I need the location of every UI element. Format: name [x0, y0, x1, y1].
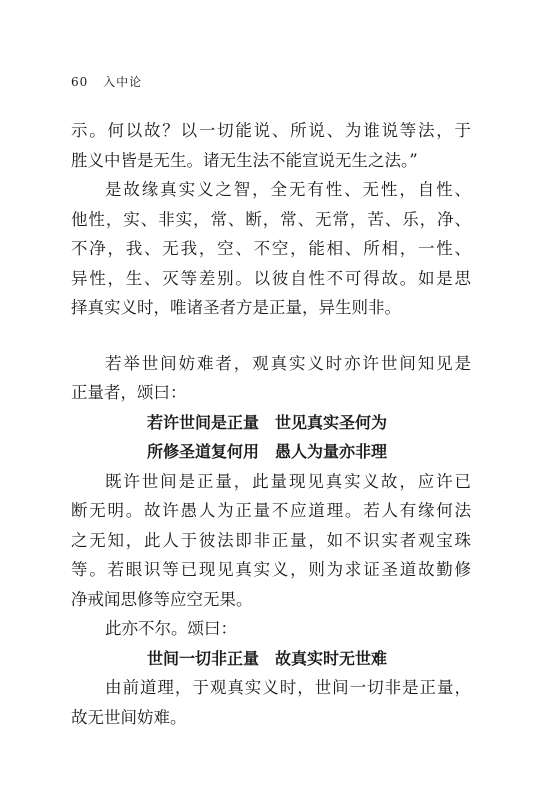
- text-line: 示。何以故？以一切能说、所说、为谁说等法，于: [71, 121, 471, 140]
- text-line: 胜义中皆是无生。诸无生法不能宣说无生之法。”: [71, 150, 418, 170]
- text-line: 择真实义时，唯诸圣者方是正量，异生则非。: [71, 298, 401, 317]
- paragraph: [71, 614, 471, 644]
- text-line: 正量者，颂曰：: [71, 383, 187, 402]
- verse-block: [71, 408, 471, 467]
- text-line: 他性，实、非实，常、断，常、无常，苦、乐，净、: [71, 209, 471, 229]
- page-number: 60: [71, 75, 89, 89]
- verse-line: [71, 644, 471, 674]
- running-header: [71, 73, 142, 90]
- verse-line: [71, 408, 471, 438]
- text-line: 等。若眼识等已现见真实义，则为求证圣道故勤修: [71, 560, 471, 579]
- text-line: 故无世间妨难。: [71, 707, 187, 727]
- verse-half: 若许世间是正量: [147, 412, 260, 432]
- text-line: 若举世间妨难者，观真实义时亦许世间知见是: [105, 353, 471, 373]
- page-body: [71, 116, 471, 732]
- paragraph: [71, 175, 471, 323]
- paragraph: [71, 467, 471, 615]
- paragraph: [71, 349, 471, 408]
- text-line: 之无知，此人于彼法即非正量，如不识实者观宝珠: [71, 530, 471, 550]
- verse-half: 世间一切非正量: [147, 648, 260, 668]
- paragraph: [71, 673, 471, 732]
- text-line: 此亦不尔。颂曰：: [105, 619, 237, 638]
- text-line: 断无明。故许愚人为正量不应道理。若人有缘何法: [71, 501, 471, 520]
- paragraph-continuation: [71, 116, 471, 175]
- verse-half: 故真实时无世难: [275, 648, 388, 668]
- text-line: 异性，生、灭等差别。以彼自性不可得故。如是思: [71, 268, 471, 288]
- text-line: 由前道理，于观真实义时，世间一切非是正量，: [105, 678, 471, 697]
- verse-half: 世见真实圣何为: [275, 412, 388, 432]
- paragraph-gap: [71, 323, 471, 349]
- verse-line: [71, 437, 471, 467]
- text-line: 既许世间是正量，此量现见真实义故，应许已: [105, 471, 471, 491]
- verse-block: [71, 644, 471, 674]
- text-line: 是故缘真实义之智，全无有性、无性，自性、: [105, 180, 471, 199]
- text-line: 净戒闻思修等应空无果。: [71, 589, 253, 609]
- verse-half: 愚人为量亦非理: [275, 442, 388, 461]
- book-title: 入中论: [103, 75, 143, 89]
- text-line: 不净，我、无我，空、不空，能相、所相，一性、: [71, 239, 471, 258]
- verse-half: 所修圣道复何用: [147, 442, 260, 461]
